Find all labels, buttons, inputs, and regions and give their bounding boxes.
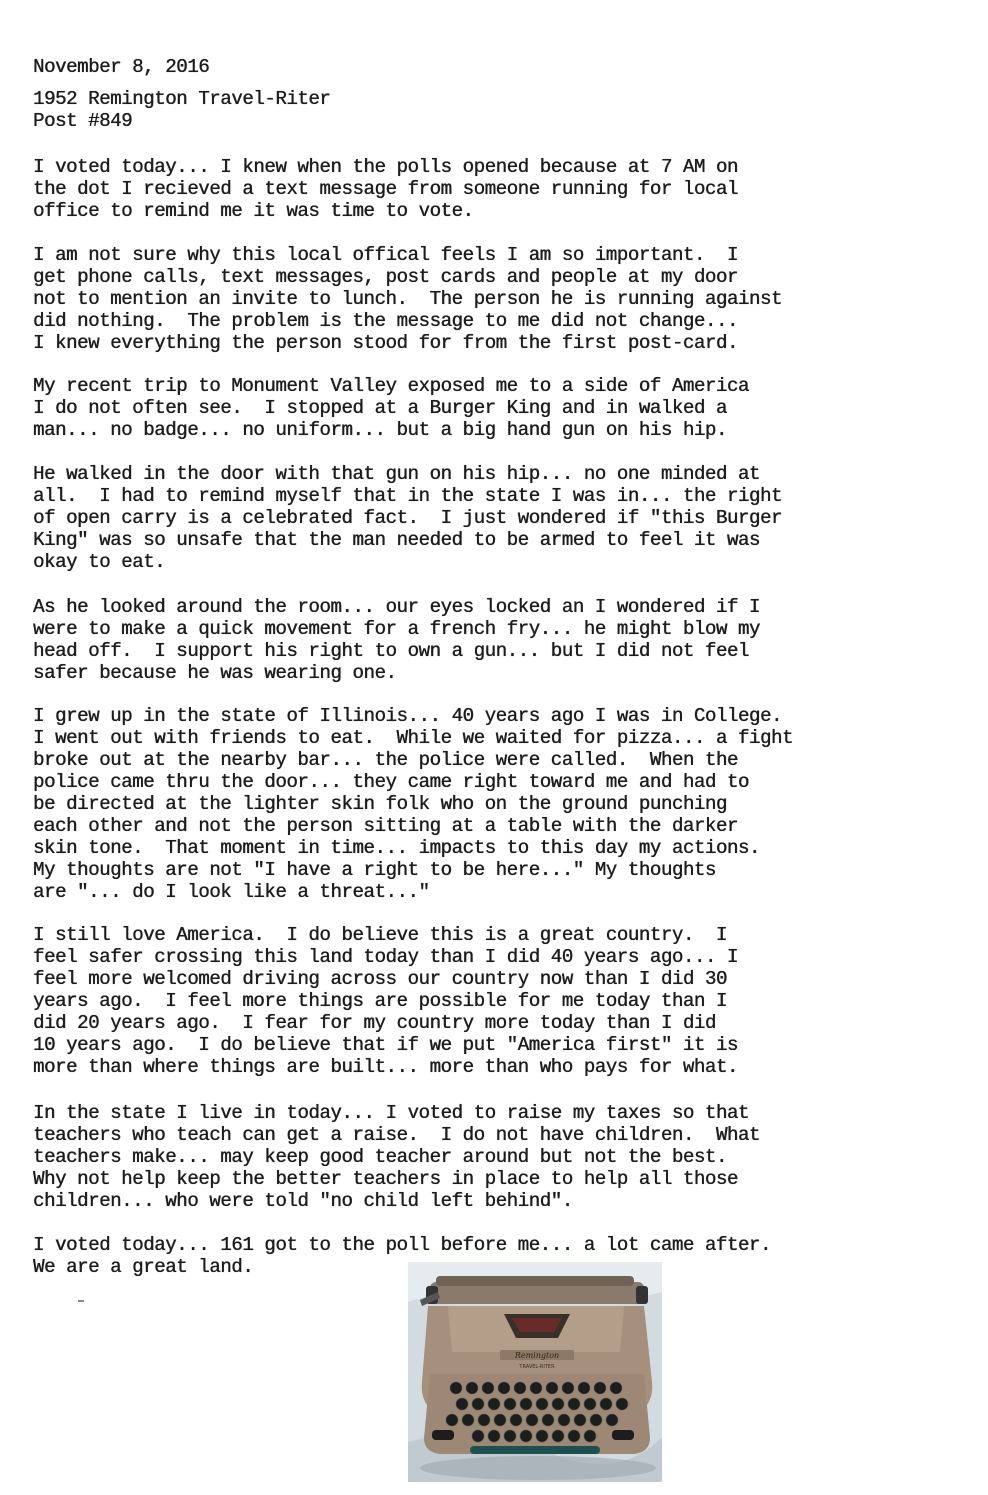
post-number: Post #849 [33, 110, 133, 132]
typewriter-illustration [408, 1262, 662, 1482]
brand-logo: Remington [514, 1351, 560, 1360]
paragraph-taxes-teachers: In the state I live in today... I voted to raise my taxes so that teachers who teach can get a raise. I do not have children. What teachers make... may keep good teacher around but not the best. Why not help keep the better teachers in place to help all those children... who were told "no child left behind". [33, 1102, 760, 1212]
paragraph-monument-valley: My recent trip to Monument Valley exposed me to a side of America I do not often see. I stopped at a Burger King and in walked a man... no badge... no uniform... but a big hand gun on his hip. [33, 375, 749, 441]
paragraph-eyes-locked: As he looked around the room... our eyes locked an I wondered if I were to make a quick movement for a french fry... he might blow my head off. I support his right to own a gun... but I did not feel safer because he was wearing one. [33, 596, 760, 684]
paragraph-local-official: I am not sure why this local offical feels I am so important. I get phone calls, text messages, post cards and people at my door not to mention an invite to lunch. The person he is running against did nothing. The problem is the message to me did not change... I knew everything the person stood for from the first post-card. [33, 244, 782, 354]
model-logo: TRAVEL-RITER [519, 1364, 555, 1370]
typewriter-photo [408, 1262, 662, 1482]
letter-date: November 8, 2016 [33, 56, 210, 78]
typewriter-model: 1952 Remington Travel-Riter [33, 88, 331, 110]
paragraph-open-carry: He walked in the door with that gun on his hip... no one minded at all. I had to remind myself that in the state I was in... the right of open carry is a celebrated fact. I just wondered if "this Burger King" was so unsafe that the man needed to be armed to feel it was okay to eat. [33, 463, 782, 573]
paragraph-love-america: I still love America. I do believe this is a great country. I feel safer crossing this land today than I did 40 years ago... I feel more welcomed driving across our country now than I did 30 years ago. I feel more things are possible for me today than I did 20 years ago. I fear for my country more today than I did 10 years ago. I do believe that if we put "America first" it is more than where things are built... more than who pays for what. [33, 924, 738, 1078]
paragraph-illinois: I grew up in the state of Illinois... 40 years ago I was in College. I went out with friends to eat. While we waited for pizza... a fight broke out at the nearby bar... the police were called. When the police came thru the door... they came right toward me and had to be directed at the lighter skin folk who on the ground punching each other and not the person sitting at a table with the darker skin tone. That moment in time... impacts to this day my actions. My thoughts are not "I have a right to be here..." My thoughts are "... do I look like a threat..." [33, 705, 793, 903]
paragraph-closing: I voted today... 161 got to the poll before me... a lot came after. We are a great land. [33, 1234, 771, 1278]
paragraph-voting: I voted today... I knew when the polls opened because at 7 AM on the dot I recieved a text message from someone running for local office to remind me it was time to vote. [33, 156, 738, 222]
paper-speck [78, 1300, 84, 1302]
